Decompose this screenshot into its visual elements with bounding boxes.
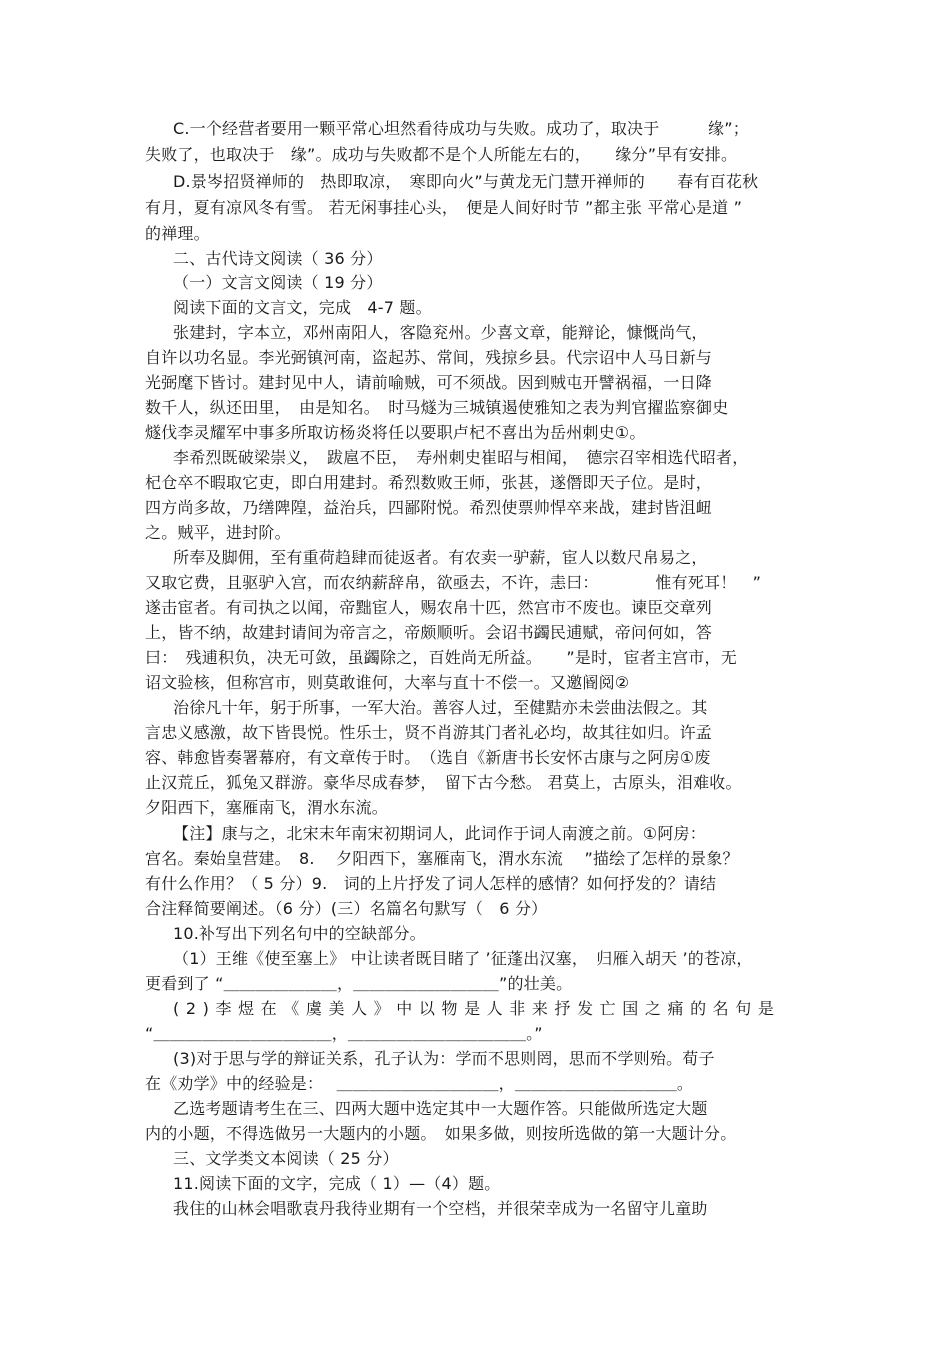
fill-blank-line: 更看到了 “＿＿＿＿＿＿＿，＿＿＿＿＿＿＿＿＿”的壮美。	[145, 974, 573, 993]
text-line: D.景岑招贤禅师的 热即取凉， 寒即向火”与黄龙无门慧开禅师的 春有百花秋	[173, 172, 759, 191]
fill-blank-line: “＿＿＿＿＿＿＿＿＿＿＿，＿＿＿＿＿＿＿＿＿＿＿。”	[145, 1024, 543, 1043]
question-line: 10.补写出下列名句中的空缺部分。	[173, 924, 426, 943]
text-line: 遂击宦者。有司执之以闻，帝黜宦人，赐农帛十匹，然宫市不废也。谏臣交章列	[145, 598, 713, 617]
text-line: 曰： 残逋积负，决无可敛，虽蠲除之，百姓尚无所益。 ”是时，宦者主宫市，无	[145, 648, 737, 667]
text-line: 合注释简要阐述。（6 分）(三）名篇名句默写（ 6 分）	[145, 899, 548, 918]
text-line: 燧伐李灵耀军中事多所取访杨炎将任以要职卢杞不喜出为岳州刺史①。	[145, 423, 646, 442]
text-line: 张建封，字本立，邓州南阳人，客隐兖州。少喜文章，能辩论，慷慨尚气，	[173, 323, 708, 342]
fill-blank-line: 在《劝学》中的经验是： ＿＿＿＿＿＿＿＿＿＿，＿＿＿＿＿＿＿＿＿＿。	[145, 1074, 694, 1093]
question-line: 11.阅读下面的文字，完成（ 1）—（4）题。	[173, 1174, 501, 1193]
text-line: 夕阳西下，塞雁南飞，渭水东流。	[145, 798, 389, 817]
question-line: (2)李煜在《虞美人》中以物是人非来抒发亡国之痛的名句是	[173, 999, 781, 1018]
subsection-heading: （一）文言文阅读（ 19 分）	[173, 273, 383, 292]
text-line: 乙选考题请考生在三、四两大题中选定其中一大题作答。只能做所选定大题	[173, 1099, 708, 1118]
text-line: 自许以功名显。李光弼镇河南，盗起苏、常间，残掠乡县。代宗诏中人马日新与	[145, 348, 713, 367]
section-heading: 二、古代诗文阅读（ 36 分）	[173, 249, 383, 268]
question-line: (3)对于思与学的辩证关系，孔子认为：学而不思则罔，思而不学则殆。荀子	[173, 1049, 715, 1068]
text-line: 上，皆不纳，故建封请间为帝言之，帝颇顺听。会诏书蠲民逋赋，帝问何如，答	[145, 623, 713, 642]
text-line: 内的小题，不得选做另一大题内的小题。 如果多做，则按所选做的第一大题计分。	[145, 1124, 737, 1143]
text-line: 止汉荒丘，狐兔又群游。豪华尽成春梦， 留下古今愁。 君莫上，古原头，泪难收。	[145, 773, 742, 792]
text-line: 容、韩愈皆奏署幕府，有文章传于时。 （选自《新唐书长安怀古康与之阿房①废	[145, 748, 711, 767]
text-line: 言忠义感激，故下皆畏悦。性乐士，贤不肖游其门者礼必均，故其往如归。许孟	[145, 723, 713, 742]
text-line: 宫名。秦始皇营建。 8. 夕阳西下，塞雁南飞，渭水东流 ”描绘了怎样的景象？	[145, 849, 739, 868]
text-line: 诏文验核，但称宫市，则莫敢谁何，大率与直十不偿一。又邀阍阅②	[145, 673, 630, 692]
text-line: 有月，夏有凉风冬有雪。 若无闲事挂心头， 便是人间好时节 ”都主张 平常心是道 ”	[145, 198, 743, 217]
text-line: 数千人，纵还田里， 由是知名。 时马燧为三城镇遏使雅知之表为判官擢监察御史	[145, 398, 729, 417]
text-line: 有什么作用？（ 5 分）9. 词的上片抒发了词人怎样的感情？如何抒发的？请结	[145, 874, 717, 893]
text-line: 阅读下面的文言文，完成 4-7 题。	[173, 298, 432, 317]
section-heading: 三、文学类文本阅读（ 25 分）	[173, 1149, 399, 1168]
text-line: 之。贼平，进封阶。	[145, 523, 291, 542]
text-line: 四方尚多故，乃缮陴隍，益治兵，四鄙附悦。希烈使票帅悍卒来战，建封皆沮衄	[145, 498, 713, 517]
note-line: 【注】康与之，北宋末年南宋初期词人，此词作于词人南渡之前。①阿房：	[173, 824, 706, 843]
text-line: 李希烈既破梁崇义， 跋扈不臣， 寿州刺史崔昭与相闻， 德宗召宰相选代昭者，	[173, 448, 749, 467]
text-line: 治徐凡十年，躬于所事，一军大治。善容人过，至健黠亦未尝曲法假之。其	[173, 698, 708, 717]
text-line: 光弼麾下皆讨。建封见中人，请前喻贼，可不须战。因到贼屯开譬祸福，一日降	[145, 373, 713, 392]
text-line: 失败了，也取决于 缘”。成功与失败都不是个人所能左右的， 缘分”早有安排。	[145, 145, 738, 164]
text-line: 的禅理。	[145, 224, 210, 243]
text-line: 所奉及脚佣，至有重荷趋肆而徒返者。有农卖一驴薪，宦人以数尺帛易之，	[173, 548, 708, 567]
text-line: 杞仓卒不暇取它吏，即白用建封。希烈数败王师，张甚，遂僭即天子位。是时，	[145, 473, 713, 492]
text-line: C.一个经营者要用一颗平常心坦然看待成功与失败。成功了，取决于 缘”；	[173, 119, 749, 138]
text-line: 又取它费，且驱驴入宫，而农纳薪辞帛，欲亟去，不许，恚曰： 惟有死耳！ ”	[145, 573, 762, 592]
text-line: 我住的山林会唱歌袁丹我待业期有一个空档，并很荣幸成为一名留守儿童助	[173, 1199, 708, 1218]
question-line: （1）王维《使至塞上》 中让读者既目睹了 ’征蓬出汉塞， 归雁入胡天 ’的苍凉，	[173, 949, 753, 968]
